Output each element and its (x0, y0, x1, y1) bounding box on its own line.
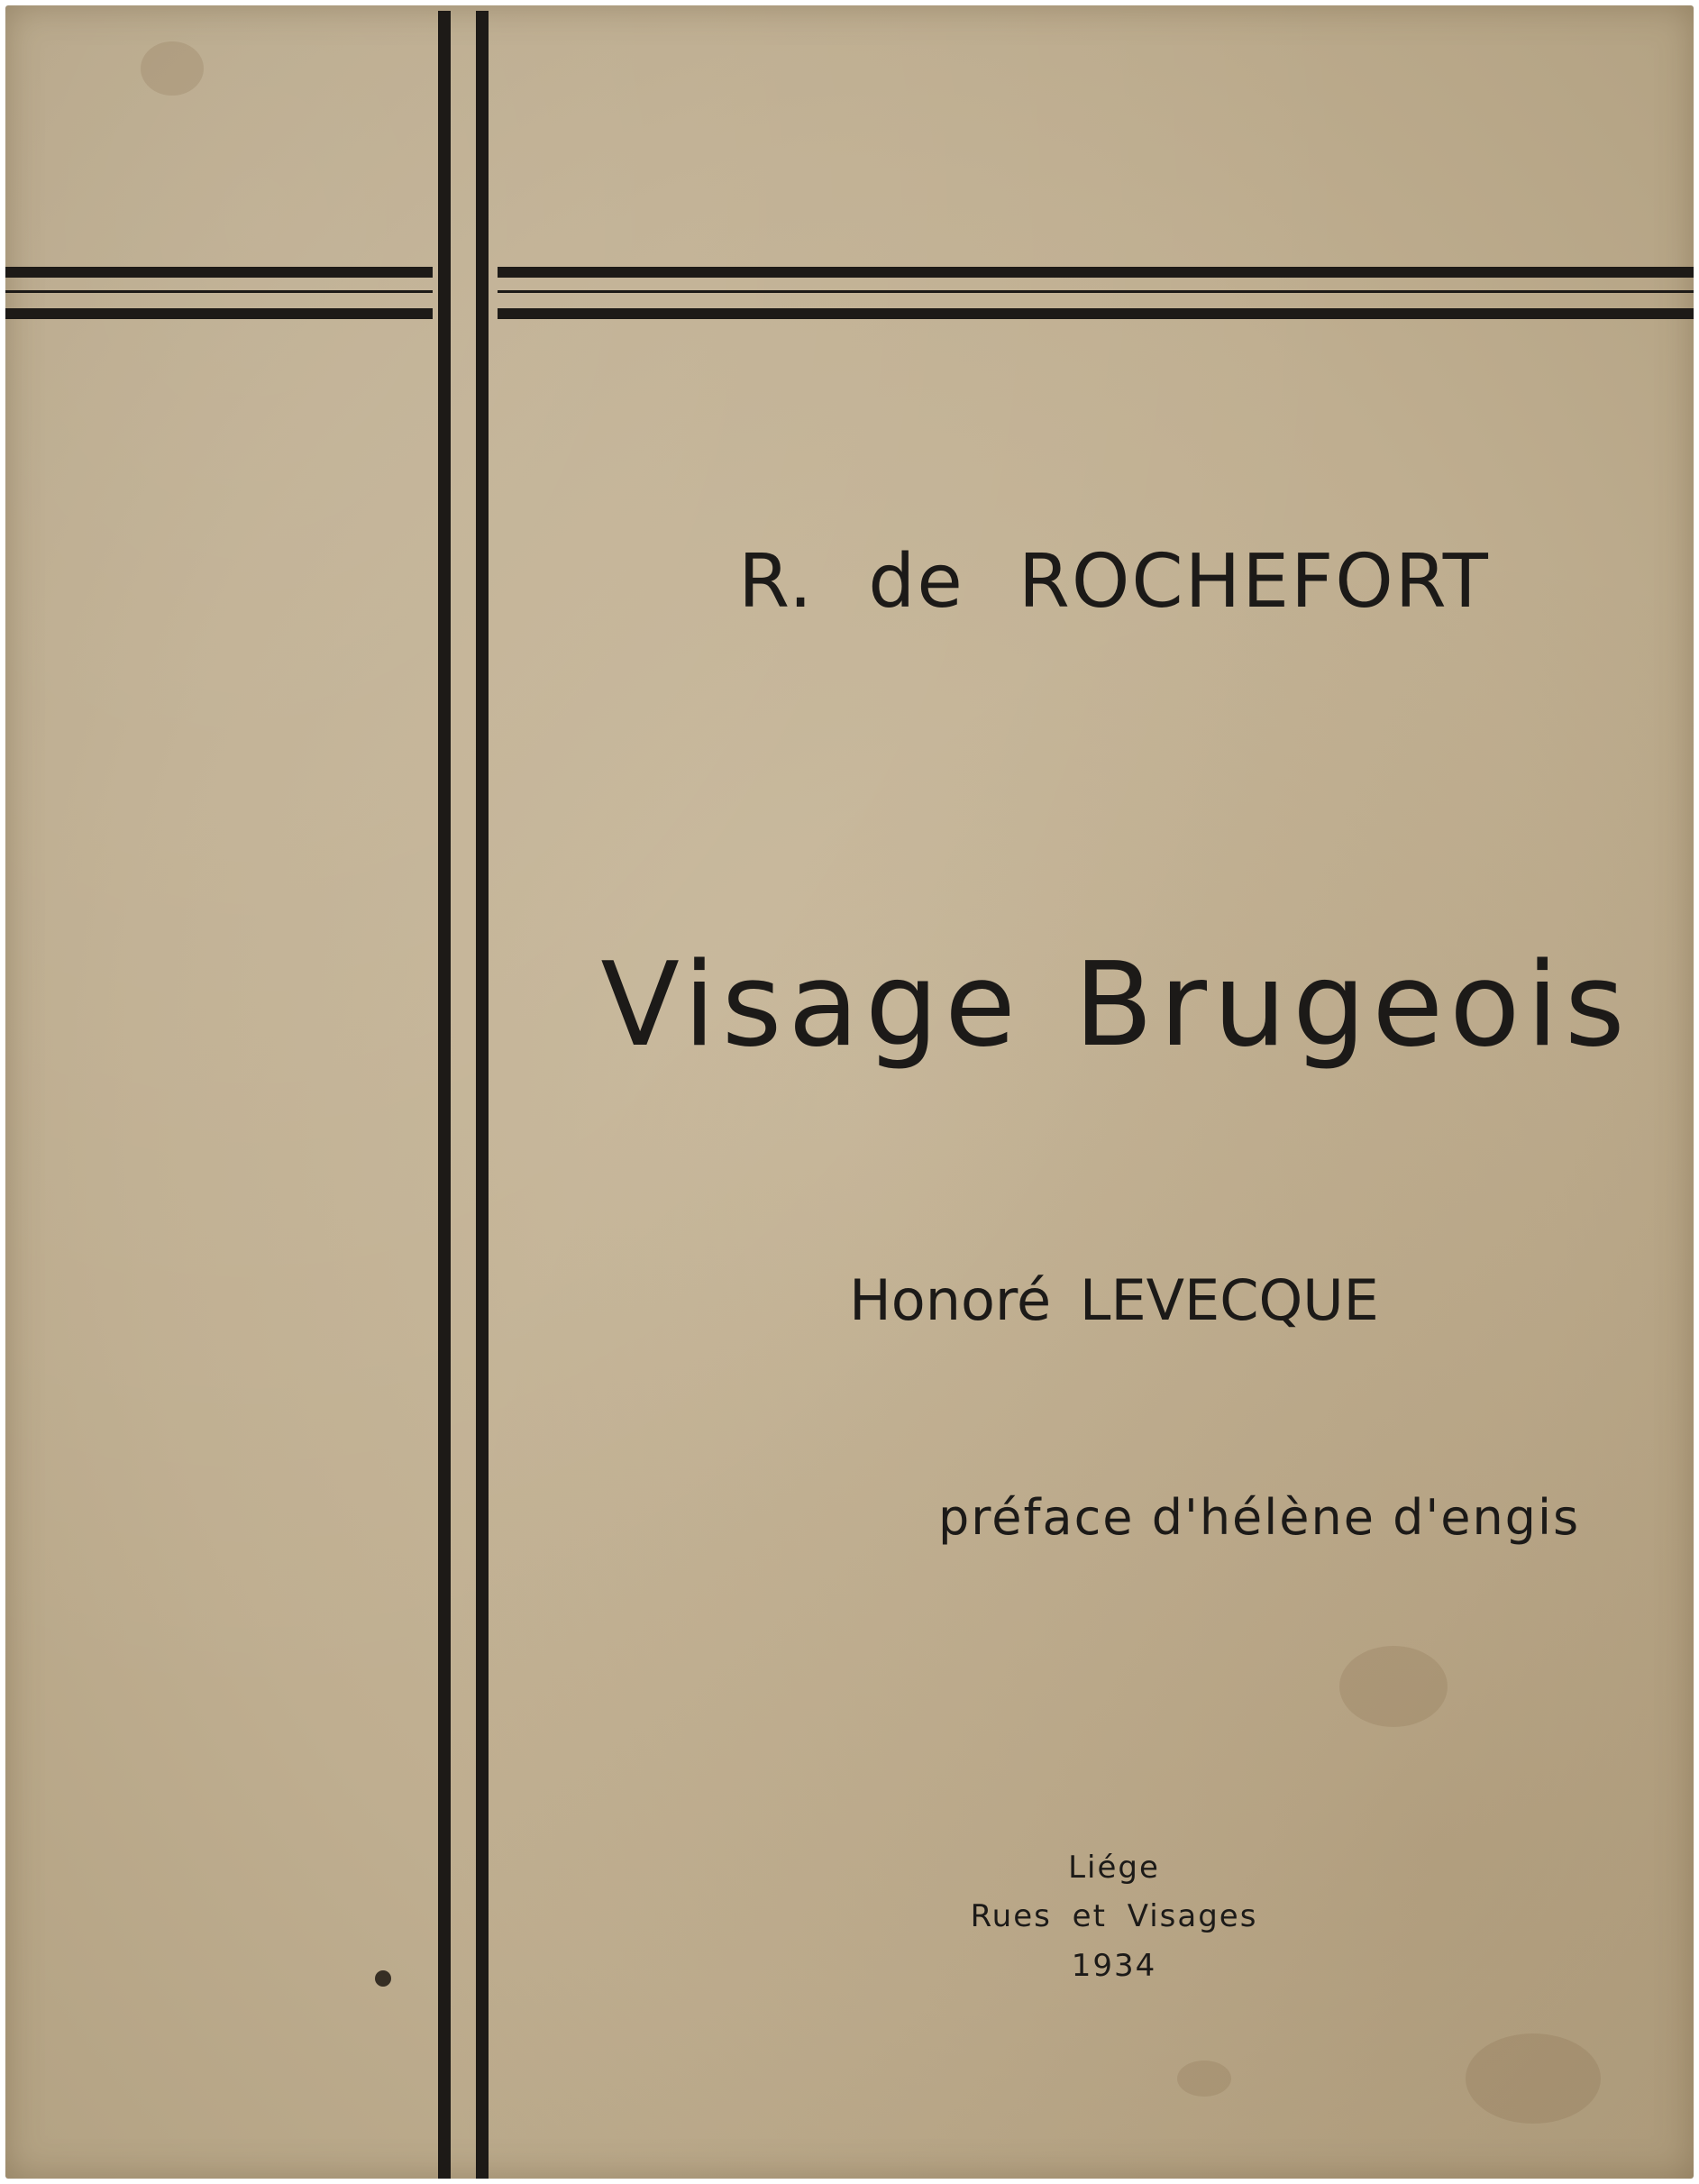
paper-stain (1339, 1646, 1448, 1727)
paper-stain (141, 41, 204, 96)
imprint-year: 1934 (1071, 1948, 1157, 1984)
paper-stain (375, 1970, 391, 1987)
vertical-rule-left (438, 11, 451, 2179)
preface-credit: préface d'hélène d'engis (938, 1489, 1581, 1546)
horizontal-rule-bottom-right (498, 308, 1694, 319)
author-name: R. de ROCHEFORT (738, 539, 1490, 625)
horizontal-rule-top-left (5, 267, 433, 278)
artist-name: Honoré LEVECQUE (849, 1267, 1379, 1333)
book-title: Visage Brugeois (600, 938, 1631, 1073)
horizontal-thin-rule-left (5, 290, 433, 293)
vertical-rule-right (476, 11, 489, 2179)
paper-stain (1466, 2033, 1601, 2124)
imprint-publisher: Rues et Visages (970, 1898, 1258, 1934)
horizontal-thin-rule-right (498, 290, 1694, 293)
horizontal-rule-bottom-left (5, 308, 433, 319)
imprint-city: Liége (1068, 1850, 1160, 1886)
horizontal-rule-top-right (498, 267, 1694, 278)
paper-stain (1177, 2061, 1231, 2097)
book-cover (5, 5, 1694, 2179)
